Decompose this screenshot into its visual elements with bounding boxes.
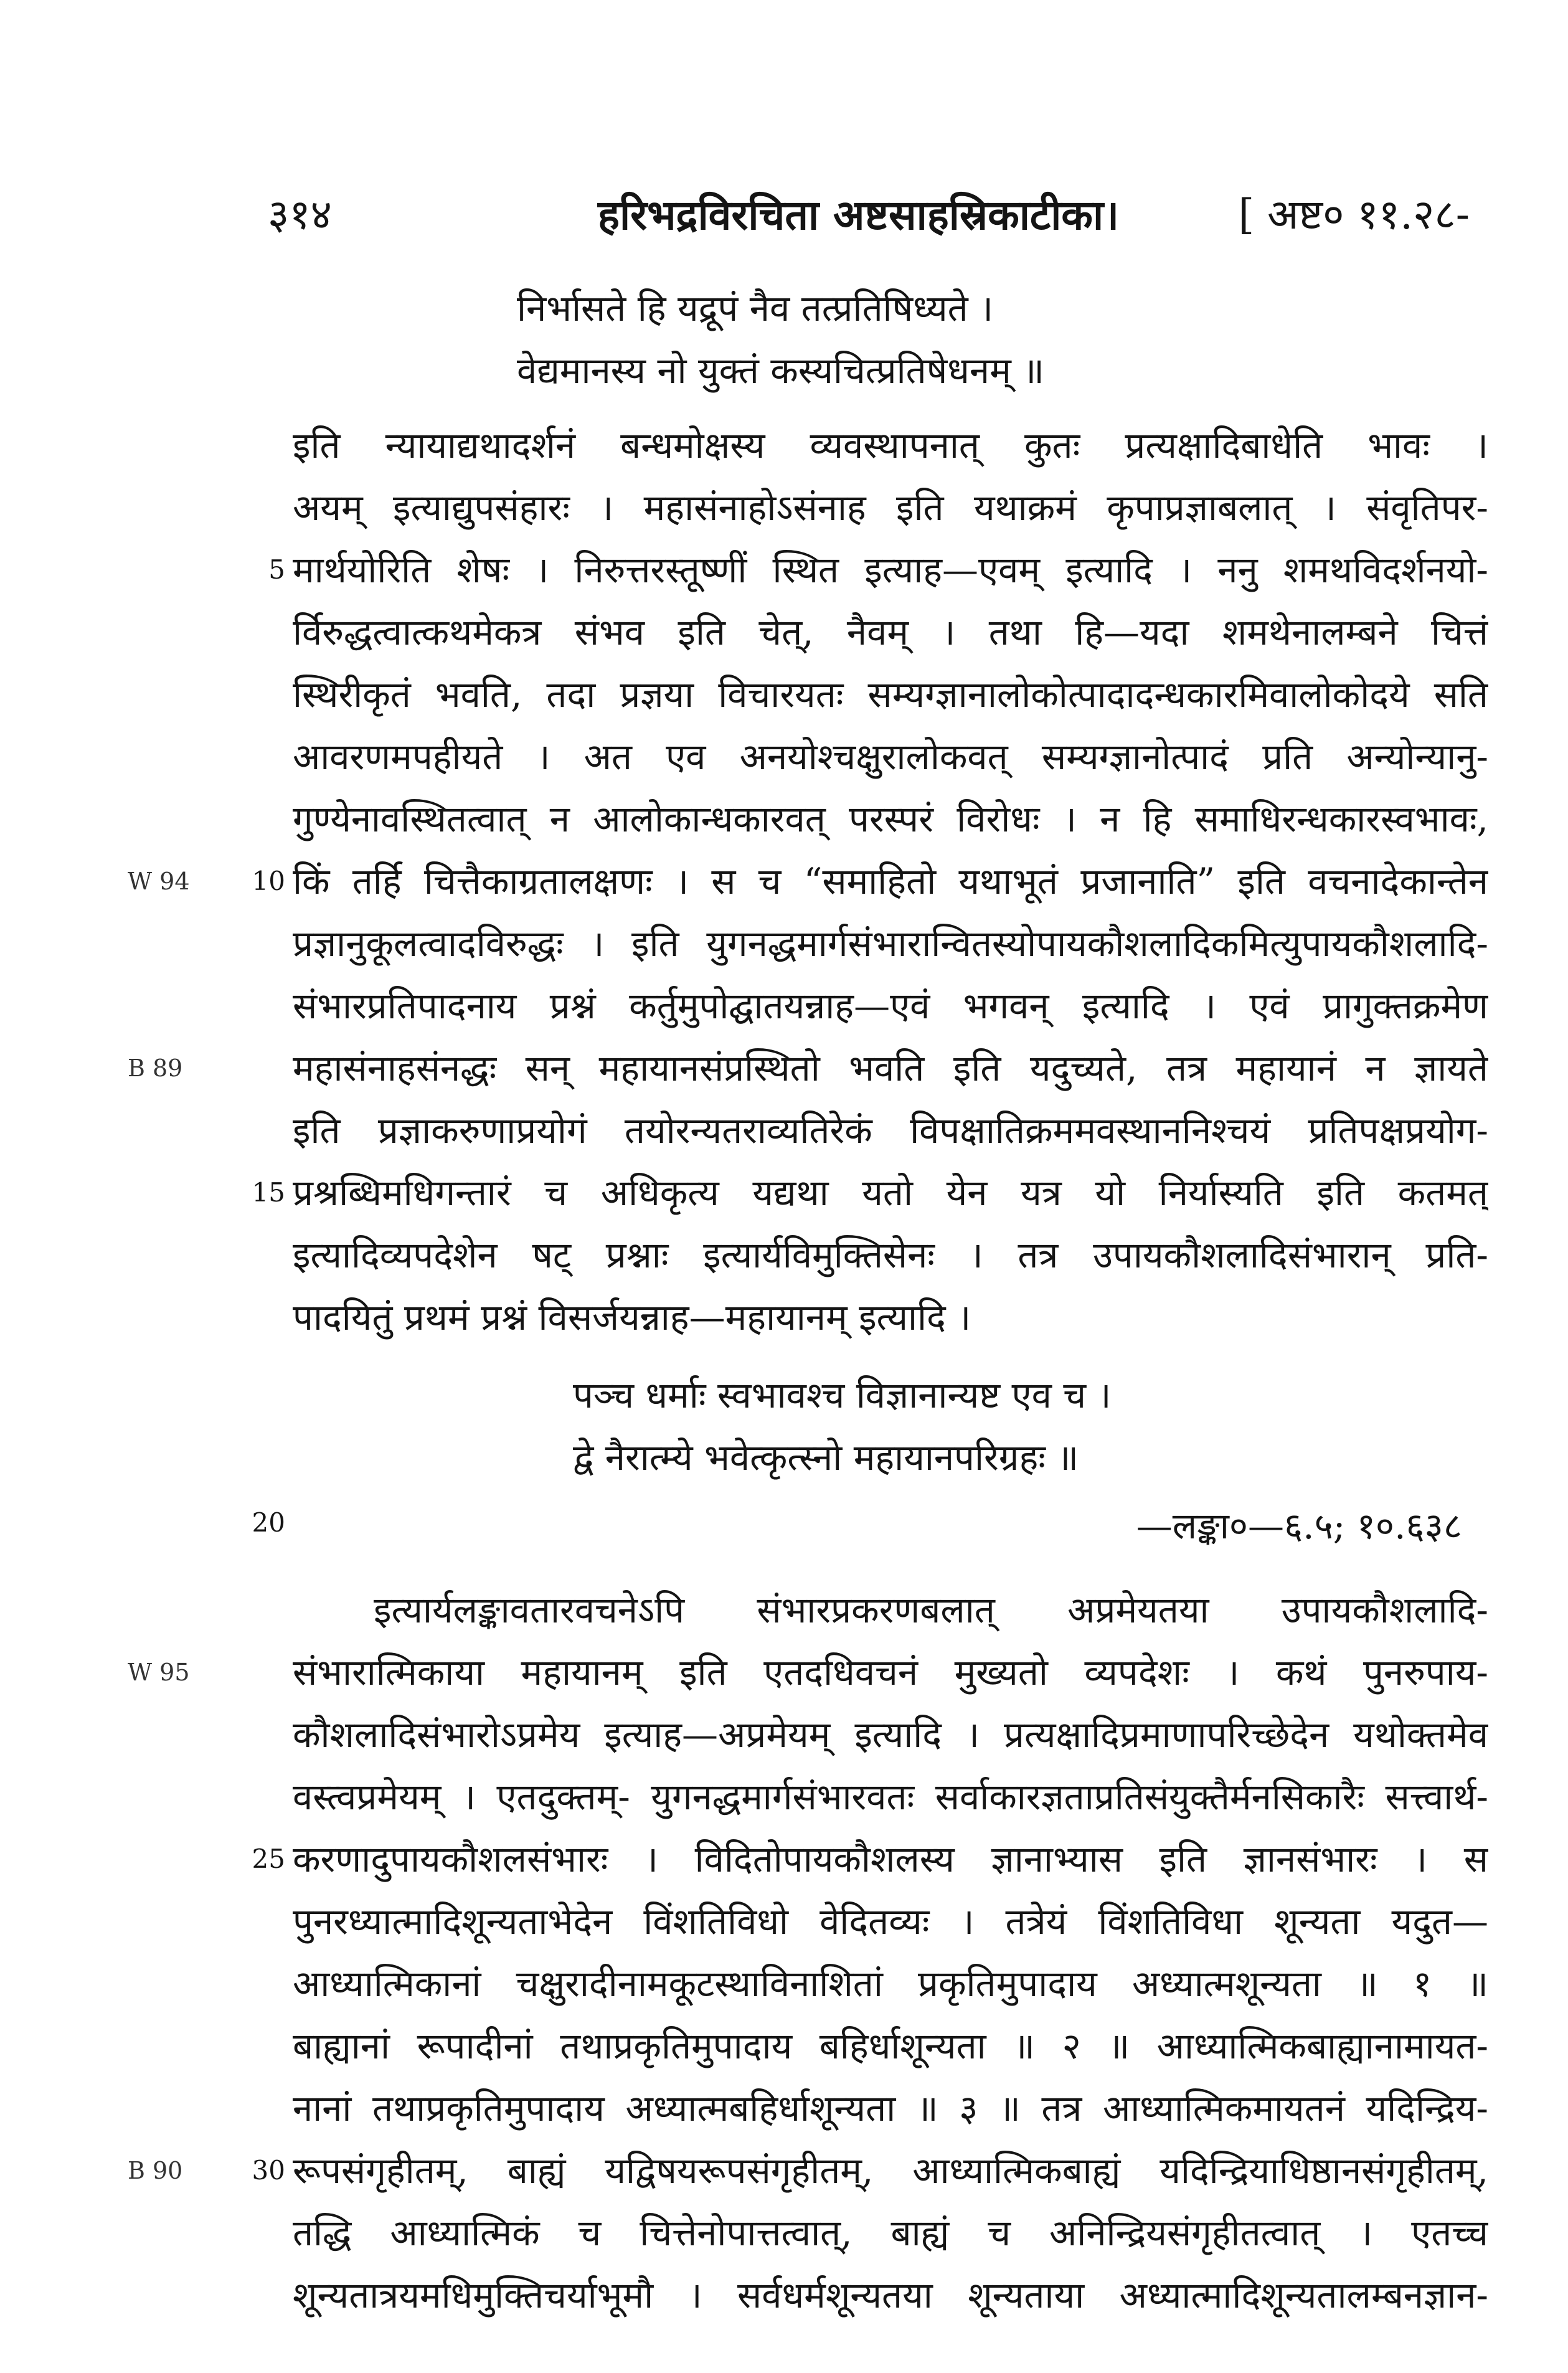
text-line: गुण्येनावस्थितत्वात् न आलोकान्धकारवत् परस्परं विरोधः । न हि समाधिरन्धकारस्वभावः,	[293, 798, 1488, 840]
margin-note: W 94	[128, 868, 190, 895]
text-line: प्रज्ञानुकूलत्वादविरुद्धः । इति युगनद्धमार्गसंभारान्वितस्योपायकौशलादिकमित्युपायकौशलादि-	[293, 922, 1488, 965]
text-line: इति प्रज्ञाकरुणाप्रयोगं तयोरन्यतराव्यतिरेकं विपक्षातिक्रममवस्थाननिश्चयं प्रतिपक्षप्रयोग-	[293, 1109, 1488, 1152]
line-number: 10	[252, 866, 285, 896]
text-line: करणादुपायकौशलसंभारः । विदितोपायकौशलस्य ज्ञानाभ्यास इति ज्ञानसंभारः । स	[293, 1838, 1488, 1880]
text-line: पुनरध्यात्मादिशून्यताभेदेन विंशतिविधो वेदितव्यः । तत्रेयं विंशतिविधा शून्यता यदुत—	[293, 1900, 1488, 1943]
verse-line: पञ्च धर्माः स्वभावश्च विज्ञानान्यष्ट एव च ।	[573, 1374, 1112, 1416]
text-line: किं तर्हि चित्तैकाग्रतालक्षणः । स च “समाहितो यथाभूतं प्रजानाति” इति वचनादेकान्तेन	[293, 860, 1488, 902]
verse-line: वेद्यमानस्य नो युक्तं कस्यचित्प्रतिषेधनम् ॥	[517, 349, 1044, 392]
citation: —लङ्का०—६.५; १०.६३८	[1136, 1505, 1462, 1547]
text-line: महासंनाहसंनद्धः सन् महायानसंप्रस्थितो भवति इति यदुच्यते, तत्र महायानं न ज्ञायते	[293, 1047, 1488, 1089]
text-line: इत्यार्यलङ्कावतारवचनेऽपि संभारप्रकरणबलात् अप्रमेयतया उपायकौशलादि-	[374, 1589, 1488, 1631]
verse-line: द्वे नैरात्म्ये भवेत्कृत्स्नो महायानपरिग्रहः ॥	[573, 1436, 1079, 1479]
line-number: 30	[252, 2155, 285, 2186]
text-line: र्विरुद्धत्वात्कथमेकत्र संभव इति चेत्, नैवम् । तथा हि—यदा शमथेनालम्बने चित्तं	[293, 611, 1488, 653]
text-line: नानां तथाप्रकृतिमुपादाय अध्यात्मबहिर्धाशून्यता ॥ ३ ॥ तत्र आध्यात्मिकमायतनं यदिन्द्रिय-	[293, 2087, 1488, 2129]
text-line: स्थिरीकृतं भवति, तदा प्रज्ञया विचारयतः सम्यग्ज्ञानालोकोत्पादादन्धकारमिवालोकोदये सति	[293, 673, 1488, 716]
text-line: आवरणमपहीयते । अत एव अनयोश्चक्षुरालोकवत् सम्यग्ज्ञानोत्पादं प्रति अन्योन्यानु-	[293, 736, 1488, 778]
text-line: मार्थयोरिति शेषः । निरुत्तरस्तूष्णीं स्थित इत्याह—एवम् इत्यादि । ननु शमथविदर्शनयो-	[293, 549, 1488, 591]
line-number: 25	[252, 1844, 285, 1874]
text-line: पादयितुं प्रथमं प्रश्नं विसर्जयन्नाह—महायानम् इत्यादि ।	[293, 1296, 971, 1338]
line-number: 5	[268, 554, 285, 585]
text-line: कौशलादिसंभारोऽप्रमेय इत्याह—अप्रमेयम् इत्यादि । प्रत्यक्षादिप्रमाणापरिच्छेदेन यथोक्तमेव	[293, 1713, 1488, 1756]
margin-note: B 90	[128, 2157, 183, 2184]
margin-note: B 89	[128, 1054, 183, 1082]
text-line: तद्धि आध्यात्मिकं च चित्तेनोपात्तत्वात्, बाह्यं च अनिन्द्रियसंगृहीतत्वात् । एतच्च	[293, 2212, 1488, 2254]
text-line: बाह्यानां रूपादीनां तथाप्रकृतिमुपादाय बहिर्धाशून्यता ॥ २ ॥ आध्यात्मिकबाह्यानामायत-	[293, 2025, 1488, 2067]
text-line: संभारात्मिकाया महायानम् इति एतदधिवचनं मुख्यतो व्यपदेशः । कथं पुनरुपाय-	[293, 1651, 1488, 1693]
text-line: प्रश्रब्धिमधिगन्तारं च अधिकृत्य यद्यथा यतो येन यत्र यो निर्यास्यति इति कतमत्	[293, 1172, 1488, 1214]
text-line: वस्त्वप्रमेयम् । एतदुक्तम्- युगनद्धमार्गसंभारवतः सर्वाकारज्ञताप्रतिसंयुक्तैर्मनसिकारैः सत्त्वार्थ-	[293, 1776, 1488, 1818]
text-line: अयम् इत्याद्युपसंहारः । महासंनाहोऽसंनाह इति यथाक्रमं कृपाप्रज्ञाबलात् । संवृतिपर-	[293, 486, 1488, 529]
header-title: हरिभद्रविरचिता अष्टसाहस्रिकाटीका।	[598, 191, 1120, 239]
line-number: 20	[252, 1507, 285, 1538]
text-line: शून्यतात्रयमधिमुक्तिचर्याभूमौ । सर्वधर्मशून्यतया शून्यताया अध्यात्मादिशून्यतालम्बनज्ञान-	[293, 2274, 1488, 2316]
line-number: 15	[252, 1177, 285, 1208]
header-reference: [ अष्ट० ११.२८-	[1238, 191, 1470, 239]
text-line: इत्यादिव्यपदेशेन षट् प्रश्नाः इत्यार्यविमुक्तिसेनः । तत्र उपायकौशलादिसंभारान् प्रति-	[293, 1234, 1488, 1276]
text-line: संभारप्रतिपादनाय प्रश्नं कर्तुमुपोद्घातयन्नाह—एवं भगवन् इत्यादि । एवं प्रागुक्तक्रमेण	[293, 985, 1488, 1027]
running-header	[268, 187, 1470, 243]
text-line: आध्यात्मिकानां चक्षुरादीनामकूटस्थाविनाशितां प्रकृतिमुपादाय अध्यात्मशून्यता ॥ १ ॥	[293, 1963, 1488, 2005]
verse-line: निर्भासते हि यद्रूपं नैव तत्प्रतिषिध्यते ।	[517, 287, 994, 329]
margin-note: W 95	[128, 1659, 190, 1686]
text-line: इति न्यायाद्यथादर्शनं बन्धमोक्षस्य व्यवस्थापनात् कुतः प्रत्यक्षादिबाधेति भावः ।	[293, 424, 1488, 467]
text-line: रूपसंगृहीतम्, बाह्यं यद्विषयरूपसंगृहीतम्, आध्यात्मिकबाह्यं यदिन्द्रियाधिष्ठानसंगृहीतम्,	[293, 2149, 1488, 2192]
page-number: ३१४	[268, 191, 332, 239]
